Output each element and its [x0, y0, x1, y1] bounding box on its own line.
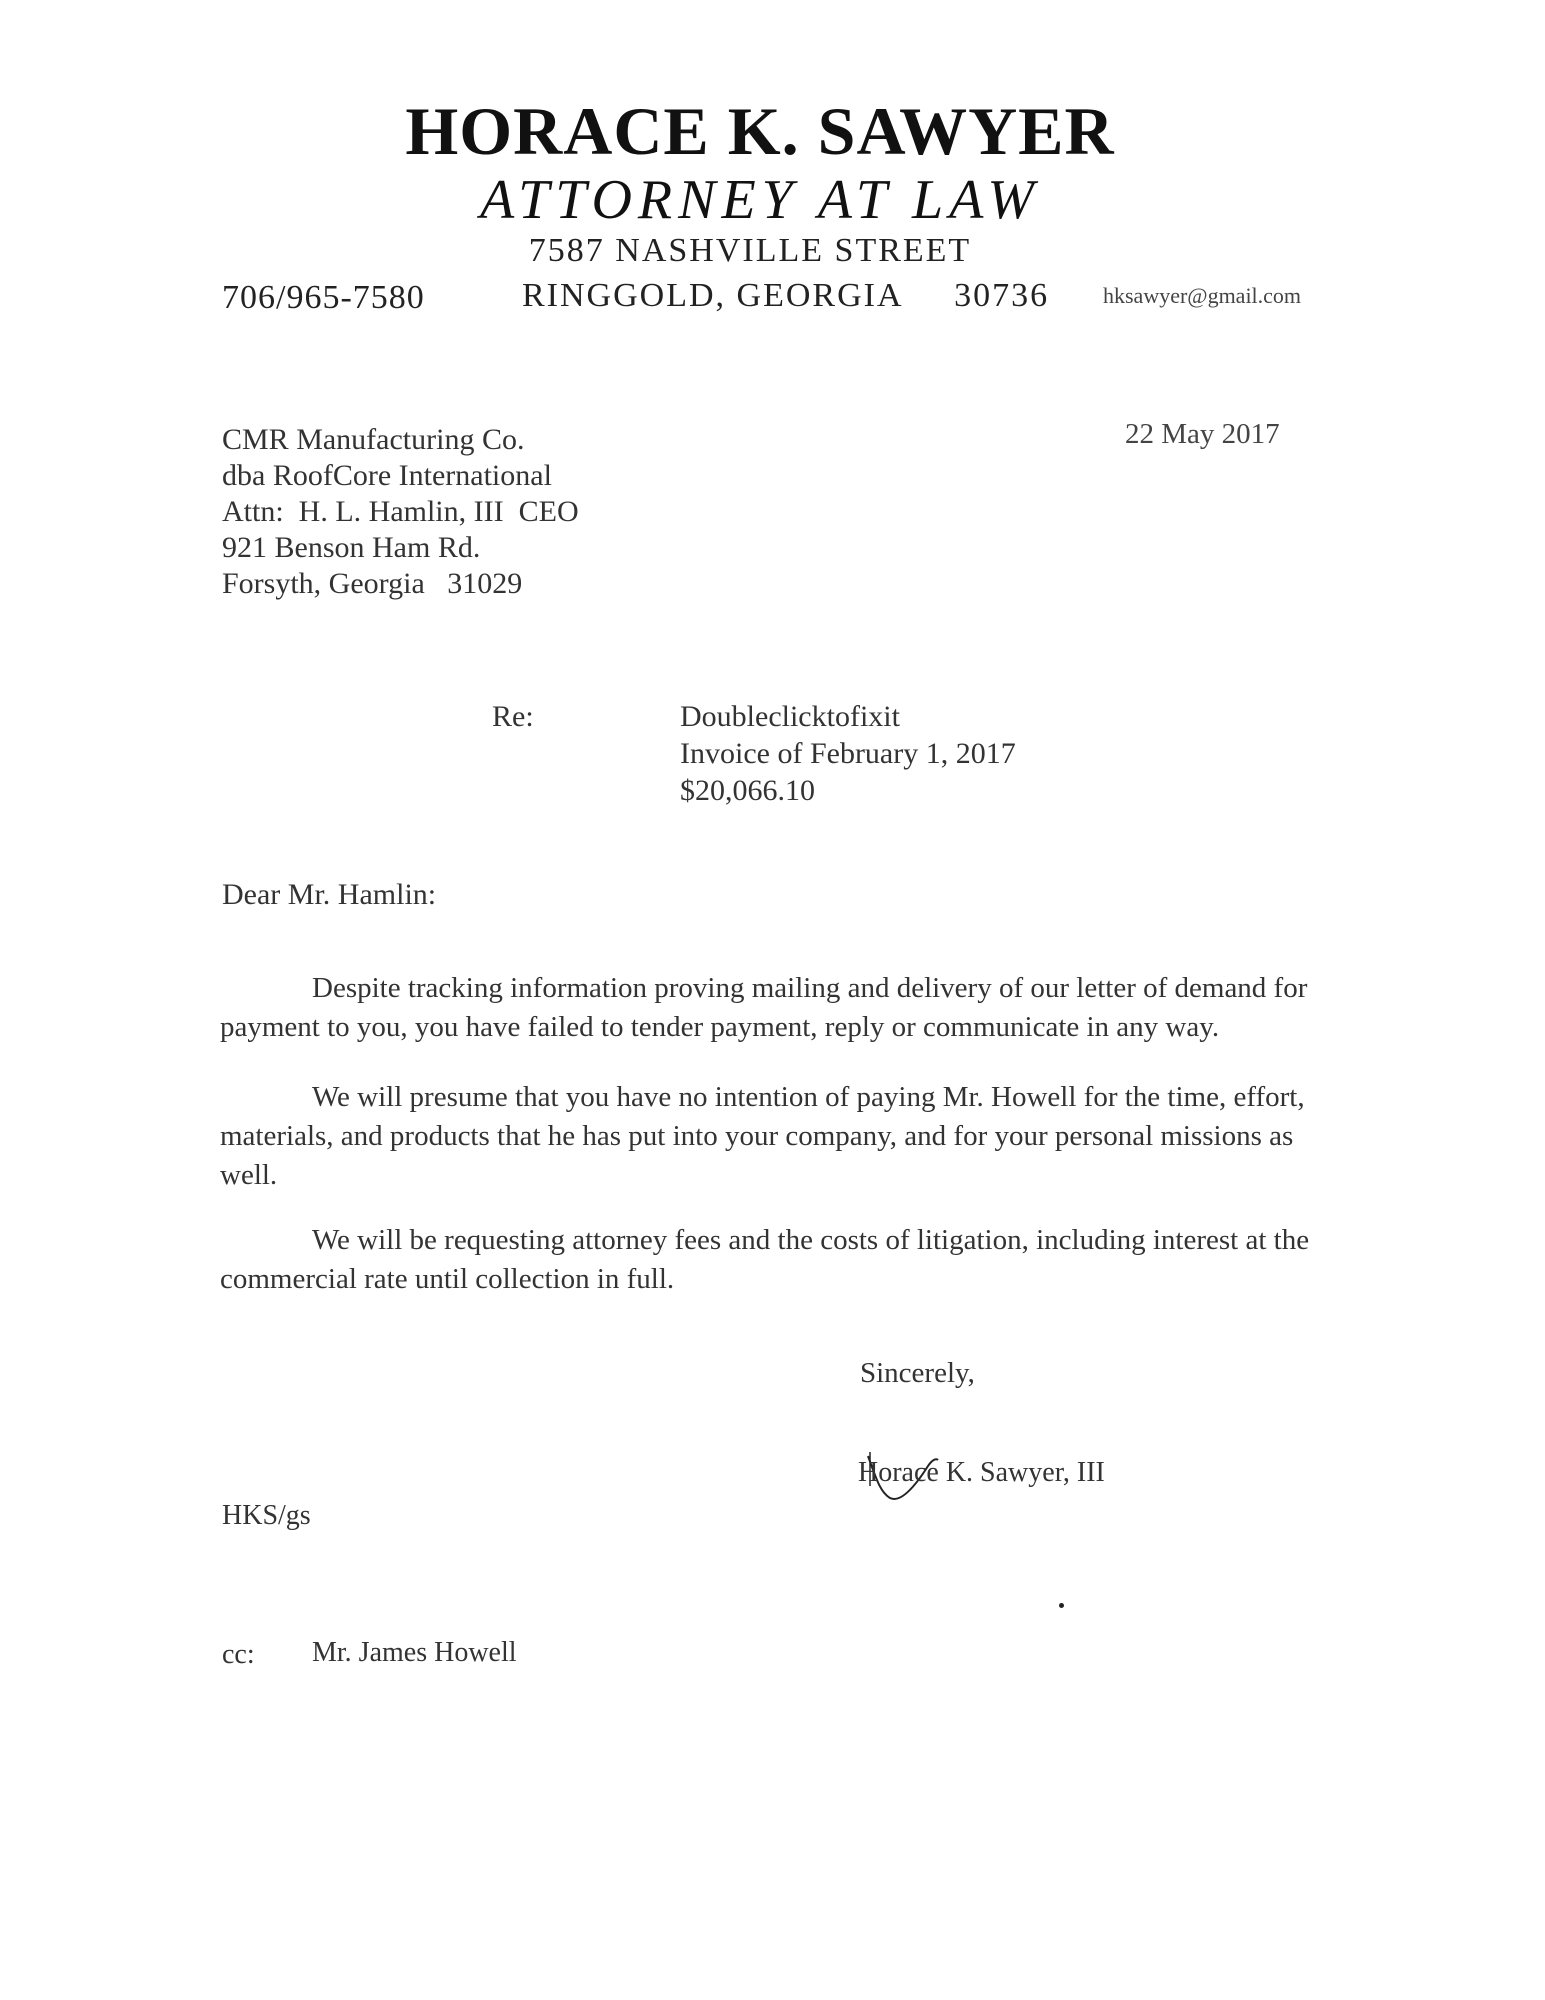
closing: Sincerely,: [860, 1357, 975, 1389]
recipient-address-line: dba RoofCore International: [222, 459, 552, 492]
re-subject-line: Doubleclicktofixit: [680, 700, 900, 733]
body-paragraph: Despite tracking information proving mailing and delivery of our letter of demand for payment to you, you have failed to tender payment, reply or communicate in any way.: [220, 972, 1308, 1043]
cc-recipient: Mr. James Howell: [312, 1637, 517, 1668]
firm-phone: 706/965-7580: [222, 279, 425, 316]
typist-initials: HKS/gs: [222, 1500, 311, 1531]
recipient-address: [222, 422, 579, 602]
firm-street-address: 7587 NASHVILLE STREET: [528, 232, 972, 269]
body-paragraph: We will be requesting attorney fees and the costs of litigation, including interest at the commercial rate until collection in full.: [220, 1224, 1310, 1295]
firm-title: ATTORNEY AT LAW: [480, 169, 1040, 231]
letter-date: 22 May 2017: [1125, 418, 1280, 450]
body-paragraph: We will presume that you have no intention of paying Mr. Howell for the time, effort, materials, and products that he has put into your company, and for your personal missions as well.: [220, 1081, 1305, 1191]
signer-name: Horace K. Sawyer, III: [858, 1457, 1105, 1488]
firm-email: hksawyer@gmail.com: [1103, 283, 1302, 308]
recipient-address-line: Forsyth, Georgia 31029: [222, 567, 523, 600]
recipient-address-line: 921 Benson Ham Rd.: [222, 531, 481, 564]
cc-label: cc:: [222, 1639, 255, 1670]
recipient-address-line: CMR Manufacturing Co.: [222, 423, 525, 456]
firm-city-state-zip: RINGGOLD, GEORGIA 30736: [522, 277, 1050, 314]
scan-speck: [1059, 1603, 1064, 1608]
salutation: Dear Mr. Hamlin:: [222, 878, 437, 911]
re-subject-line: Invoice of February 1, 2017: [680, 737, 1016, 770]
recipient-address-line: Attn: H. L. Hamlin, III CEO: [222, 495, 579, 528]
firm-name: HORACE K. SAWYER: [405, 93, 1115, 169]
re-label: Re:: [492, 700, 534, 733]
re-subject-line: $20,066.10: [680, 774, 815, 807]
re-subject: [680, 698, 1016, 809]
